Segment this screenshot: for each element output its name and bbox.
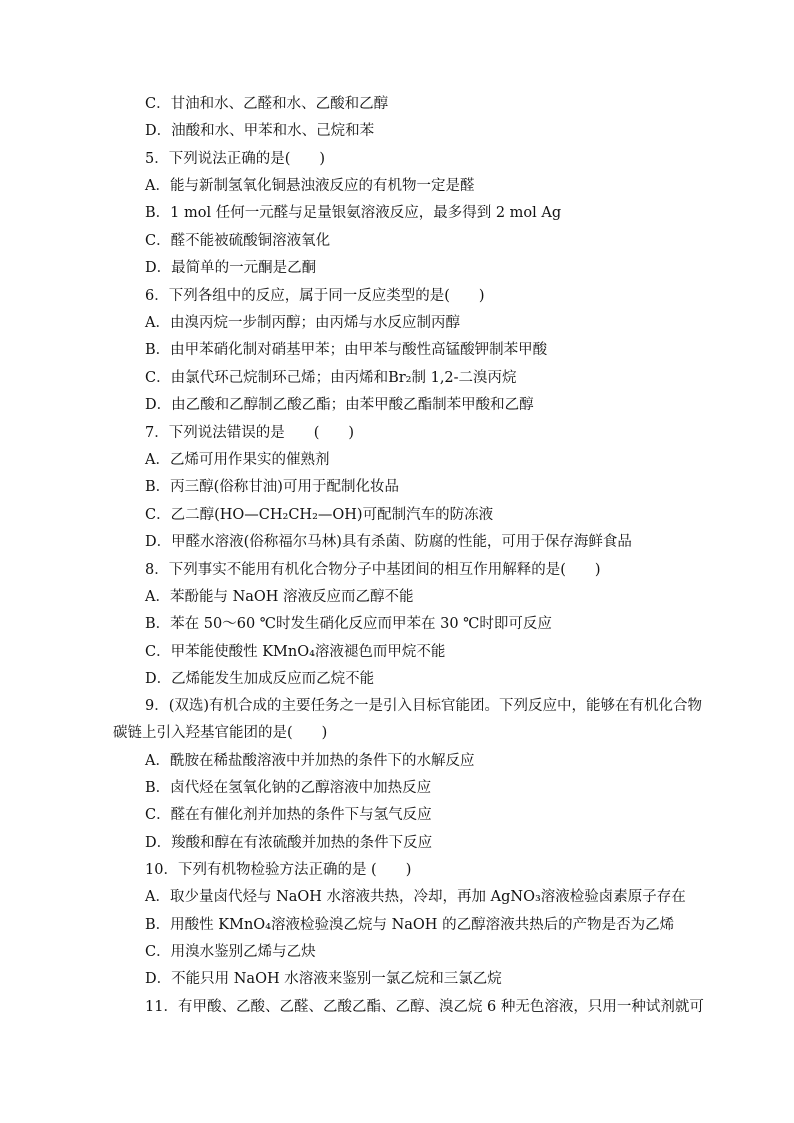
question-7: 7．下列说法错误的是 ( ) <box>145 425 355 441</box>
question-9: 9．(双选)有机合成的主要任务之一是引入目标官能团。下列反应中，能够在有机化合物 <box>145 698 703 714</box>
option-a: A．由溴丙烷一步制丙醇；由丙烯与水反应制丙醇 <box>145 315 460 331</box>
option-b: B．1 mol 任何一元醛与足量银氨溶液反应，最多得到 2 mol Ag <box>145 205 562 221</box>
option-a: A．乙烯可用作果实的催熟剂 <box>145 452 330 468</box>
option-c: C．乙二醇(HO—CH₂CH₂—OH)可配制汽车的防冻液 <box>145 507 494 523</box>
question-5: 5．下列说法正确的是( ) <box>145 151 326 167</box>
question-9-continuation: 碳链上引入羟基官能团的是( ) <box>113 725 328 741</box>
option-a: A．能与新制氢氧化铜悬浊液反应的有机物一定是醛 <box>145 178 475 194</box>
option-c: C．用溴水鉴别乙烯与乙炔 <box>145 944 316 960</box>
option-b: B．由甲苯硝化制对硝基甲苯；由甲苯与酸性高锰酸钾制苯甲酸 <box>145 342 548 358</box>
question-6: 6．下列各组中的反应，属于同一反应类型的是( ) <box>145 288 485 304</box>
option-d: D．最简单的一元酮是乙酮 <box>145 260 317 276</box>
question-10: 10．下列有机物检验方法正确的是 ( ) <box>145 862 412 878</box>
option-a: A．取少量卤代烃与 NaOH 水溶液共热，冷却，再加 AgNO₃溶液检验卤素原子存在 <box>145 889 686 905</box>
option-d: D．乙烯能发生加成反应而乙烷不能 <box>145 671 375 687</box>
option-a: A．酰胺在稀盐酸溶液中并加热的条件下的水解反应 <box>145 753 475 769</box>
option-c: C．醛在有催化剂并加热的条件下与氢气反应 <box>145 807 432 823</box>
option-d: D．不能只用 NaOH 水溶液来鉴别一氯乙烷和三氯乙烷 <box>145 971 502 987</box>
question-11: 11．有甲酸、乙酸、乙醛、乙酸乙酯、乙醇、溴乙烷 6 种无色溶液，只用一种试剂就可 <box>145 999 704 1015</box>
option-b: B．丙三醇(俗称甘油)可用于配制化妆品 <box>145 479 399 495</box>
option-a: A．苯酚能与 NaOH 溶液反应而乙醇不能 <box>145 589 414 605</box>
option-d: D．羧酸和醇在有浓硫酸并加热的条件下反应 <box>145 835 433 851</box>
option-c: C．由氯代环己烷制环己烯；由丙烯和Br₂制 1,2-二溴丙烷 <box>145 370 517 386</box>
option-d: D．由乙酸和乙醇制乙酸乙酯；由苯甲酸乙酯制苯甲酸和乙醇 <box>145 397 534 413</box>
option-d: D．油酸和水、甲苯和水、己烷和苯 <box>145 123 375 139</box>
option-d: D．甲醛水溶液(俗称福尔马林)具有杀菌、防腐的性能，可用于保存海鲜食品 <box>145 534 632 550</box>
option-b: B．卤代烃在氢氧化钠的乙醇溶液中加热反应 <box>145 780 432 796</box>
option-b: B．苯在 50～60 ℃时发生硝化反应而甲苯在 30 ℃时即可反应 <box>145 616 552 632</box>
question-8: 8．下列事实不能用有机化合物分子中基团间的相互作用解释的是( ) <box>145 562 601 578</box>
option-b: B．用酸性 KMnO₄溶液检验溴乙烷与 NaOH 的乙醇溶液共热后的产物是否为乙烯 <box>145 917 675 933</box>
option-c: C．醛不能被硫酸铜溶液氧化 <box>145 233 331 249</box>
option-c: C．甲苯能使酸性 KMnO₄溶液褪色而甲烷不能 <box>145 644 446 660</box>
option-c: C．甘油和水、乙醛和水、乙酸和乙醇 <box>145 96 389 112</box>
